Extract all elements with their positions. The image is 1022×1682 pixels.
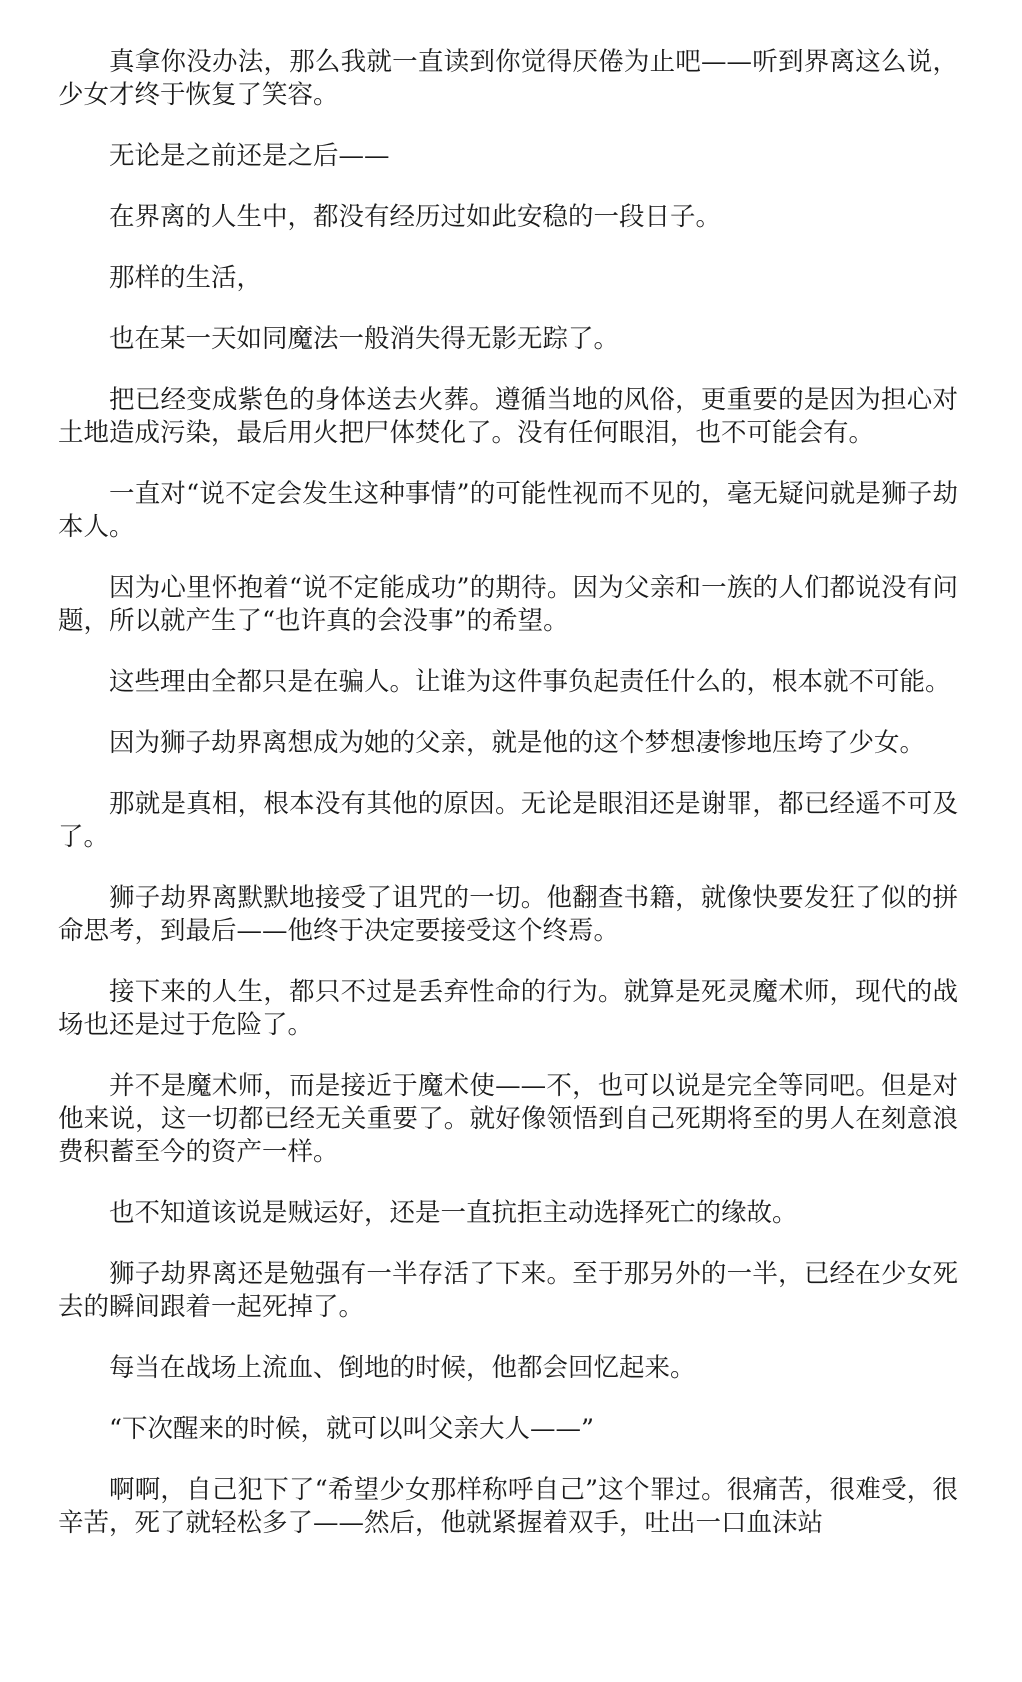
paragraph: 真拿你没办法，那么我就一直读到你觉得厌倦为止吧——听到界离这么说，少女才终于恢复了笑容。 [58, 47, 958, 110]
paragraph: 也不知道该说是贼运好，还是一直抗拒主动选择死亡的缘故。 [109, 1198, 798, 1228]
paragraph: “下次醒来的时候，就可以叫父亲大人——” [109, 1414, 595, 1444]
paragraph: 啊啊，自己犯下了“希望少女那样称呼自己”这个罪过。很痛苦，很难受，很辛苦，死了就轻松多了——然后，他就紧握着双手，吐出一口血沫站 [58, 1475, 958, 1538]
paragraph: 每当在战场上流血、倒地的时候，他都会回忆起来。 [109, 1353, 696, 1383]
paragraph: 狮子劫界离默默地接受了诅咒的一切。他翻查书籍，就像快要发狂了似的拼命思考，到最后——他终于决定要接受这个终焉。 [58, 883, 958, 946]
paragraph: 因为心里怀抱着“说不定能成功”的期待。因为父亲和一族的人们都说没有问题，所以就产生了“也许真的会没事”的希望。 [58, 573, 958, 636]
paragraph: 这些理由全都只是在骗人。让谁为这件事负起责任什么的，根本就不可能。 [109, 667, 951, 697]
paragraph: 并不是魔术师，而是接近于魔术使——不，也可以说是完全等同吧。但是对他来说，这一切都已经无关重要了。就好像领悟到自己死期将至的男人在刻意浪费积蓄至今的资产一样。 [58, 1071, 958, 1167]
paragraph: 把已经变成紫色的身体送去火葬。遵循当地的风俗，更重要的是因为担心对土地造成污染，最后用火把尸体焚化了。没有任何眼泪，也不可能会有。 [58, 385, 958, 448]
paragraph: 那就是真相，根本没有其他的原因。无论是眼泪还是谢罪，都已经遥不可及了。 [58, 789, 958, 852]
paragraph: 也在某一天如同魔法一般消失得无影无踪了。 [109, 324, 620, 354]
document-page [58, 46, 958, 1568]
paragraph: 在界离的人生中，都没有经历过如此安稳的一段日子。 [109, 202, 722, 232]
paragraph: 狮子劫界离还是勉强有一半存活了下来。至于那另外的一半，已经在少女死去的瞬间跟着一起死掉了。 [58, 1259, 958, 1322]
paragraph: 一直对“说不定会发生这种事情”的可能性视而不见的，毫无疑问就是狮子劫本人。 [58, 479, 958, 542]
paragraph: 接下来的人生，都只不过是丢弃性命的行为。就算是死灵魔术师，现代的战场也还是过于危险了。 [58, 977, 958, 1040]
paragraph: 那样的生活， [109, 263, 263, 293]
paragraph: 因为狮子劫界离想成为她的父亲，就是他的这个梦想凄惨地压垮了少女。 [109, 728, 926, 758]
paragraph: 无论是之前还是之后—— [109, 141, 390, 171]
